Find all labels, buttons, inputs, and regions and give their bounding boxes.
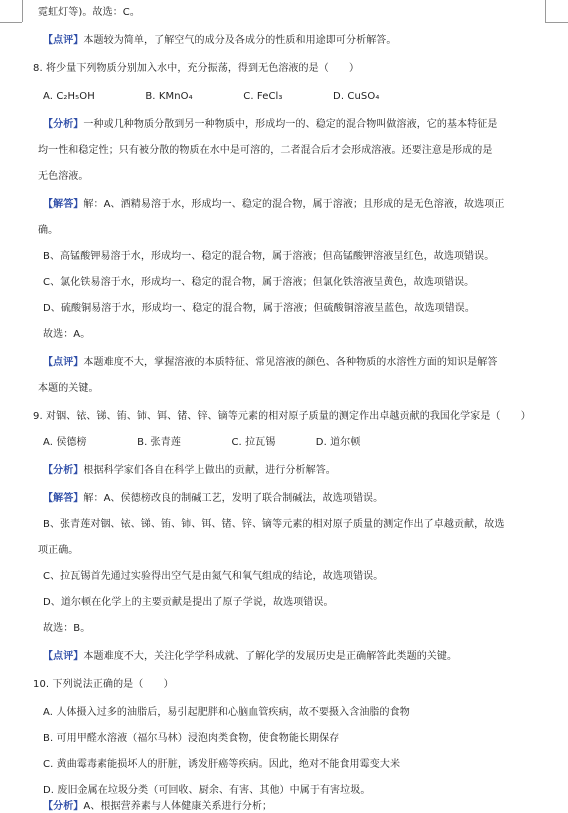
text-line (0, 302, 554, 315)
text-line (0, 732, 554, 745)
text-line (0, 650, 554, 663)
text-line (0, 198, 554, 211)
text-line (0, 6, 554, 19)
text-line (0, 596, 554, 609)
text-line (0, 328, 554, 341)
line-text: B. 可用甲醛水溶液（福尔马林）浸泡肉类食物，使食物能长期保存 (43, 733, 340, 744)
line-text: 一种或几种物质分散到另一种物质中，形成均一的、稳定的混合物叫做溶液，它的基本特征是 (83, 119, 498, 130)
line-text: 8. 将少量下列物质分别加入水中，充分振荡，得到无色溶液的是（ ） (33, 63, 360, 74)
text-line (0, 706, 554, 719)
text-line (0, 170, 554, 183)
line-text: 故选：B。 (43, 623, 91, 634)
line-text: C、氯化铁易溶于水，形成均一、稳定的混合物，属于溶液；但氯化铁溶液呈黄色，故选项错误。 (43, 277, 475, 288)
text-line (0, 492, 554, 505)
line-text: 确。 (38, 225, 59, 236)
section-tag: 【分析】 (43, 801, 84, 812)
section-tag: 【解答】 (43, 199, 84, 210)
text-line (0, 410, 554, 423)
text-line (0, 62, 554, 75)
text-line (0, 356, 554, 369)
line-text: A. 侯德榜 B. 张青莲 C. 拉瓦锡 D. 道尔顿 (43, 437, 361, 448)
text-line (0, 144, 554, 157)
text-line (0, 800, 554, 813)
line-text: 10. 下列说法正确的是（ ） (33, 679, 174, 690)
section-tag: 【点评】 (43, 357, 84, 368)
line-text: B、高锰酸钾易溶于水，形成均一、稳定的混合物，属于溶液；但高锰酸钾溶液呈红色，故选项错误。 (43, 251, 495, 262)
line-text: D、硫酸铜易溶于水，形成均一、稳定的混合物，属于溶液；但硫酸铜溶液呈蓝色，故选项错误。 (43, 303, 475, 314)
section-tag: 【点评】 (43, 651, 84, 662)
line-text: 解：A、酒精易溶于水，形成均一、稳定的混合物，属于溶液；且形成的是无色溶液，故选项正 (83, 199, 505, 210)
line-text: A、根据营养素与人体健康关系进行分析； (83, 801, 273, 812)
text-line (0, 678, 554, 691)
text-line (0, 34, 554, 47)
section-tag: 【分析】 (43, 465, 84, 476)
text-line (0, 276, 554, 289)
line-text: D、道尔顿在化学上的主要贡献是提出了原子学说，故选项错误。 (43, 597, 334, 608)
line-text: B、张青莲对铟、铱、锑、铕、铈、铒、锗、锌、镝等元素的相对原子质量的测定作出了卓越贡献，故选 (43, 519, 505, 530)
section-tag: 【解答】 (43, 493, 84, 504)
line-text: 解：A、侯德榜改良的制碱工艺，发明了联合制碱法，故选项错误。 (83, 493, 384, 504)
line-text: D. 废旧金属在垃圾分类（可回收、厨余、有害、其他）中属于有害垃圾。 (43, 785, 371, 796)
line-text: 均一性和稳定性；只有被分散的物质在水中是可溶的，二者混合后才会形成溶液。还要注意是形成的是 (38, 145, 493, 156)
text-line (0, 758, 554, 771)
text-line (0, 224, 554, 237)
line-text: C、拉瓦锡首先通过实验得出空气是由氮气和氧气组成的结论，故选项错误。 (43, 571, 384, 582)
text-line (0, 544, 554, 557)
text-line (0, 250, 554, 263)
text-line (0, 382, 554, 395)
line-text: 故选：A。 (43, 329, 91, 340)
text-line (0, 118, 554, 131)
text-line (0, 784, 554, 797)
text-line (0, 90, 554, 103)
text-line (0, 622, 554, 635)
line-text: A. C₂H₅OH B. KMnO₄ C. FeCl₃ D. CuSO₄ (43, 91, 380, 102)
line-text: 项正确。 (38, 545, 79, 556)
line-text: C. 黄曲霉毒素能损坏人的肝脏，诱发肝癌等疾病。因此，绝对不能食用霉变大米 (43, 759, 401, 770)
line-text: A. 人体摄入过多的油脂后，易引起肥胖和心脑血管疾病，故不要摄入含油脂的食物 (43, 707, 410, 718)
line-text: 本题难度不大，关注化学学科成就、了解化学的发展历史是正确解答此类题的关键。 (83, 651, 458, 662)
section-tag: 【分析】 (43, 119, 84, 130)
line-text: 本题的关键。 (38, 383, 99, 394)
line-text: 本题较为简单，了解空气的成分及各成分的性质和用途即可分析解答。 (83, 35, 397, 46)
line-text: 9. 对铟、铱、锑、铕、铈、铒、锗、锌、镝等元素的相对原子质量的测定作出卓越贡献的我国化学家是（ ） (33, 411, 531, 422)
line-text: 根据科学家们各自在科学上做出的贡献，进行分析解答。 (83, 465, 336, 476)
text-line (0, 436, 554, 449)
line-text: 本题难度不大，掌握溶液的本质特征、常见溶液的颜色、各种物质的水溶性方面的知识是解答 (83, 357, 498, 368)
line-text: 霓虹灯等)。故选：C。 (38, 7, 140, 18)
text-line (0, 518, 554, 531)
section-tag: 【点评】 (43, 35, 84, 46)
text-line (0, 570, 554, 583)
line-text: 无色溶液。 (38, 171, 89, 182)
text-line (0, 464, 554, 477)
